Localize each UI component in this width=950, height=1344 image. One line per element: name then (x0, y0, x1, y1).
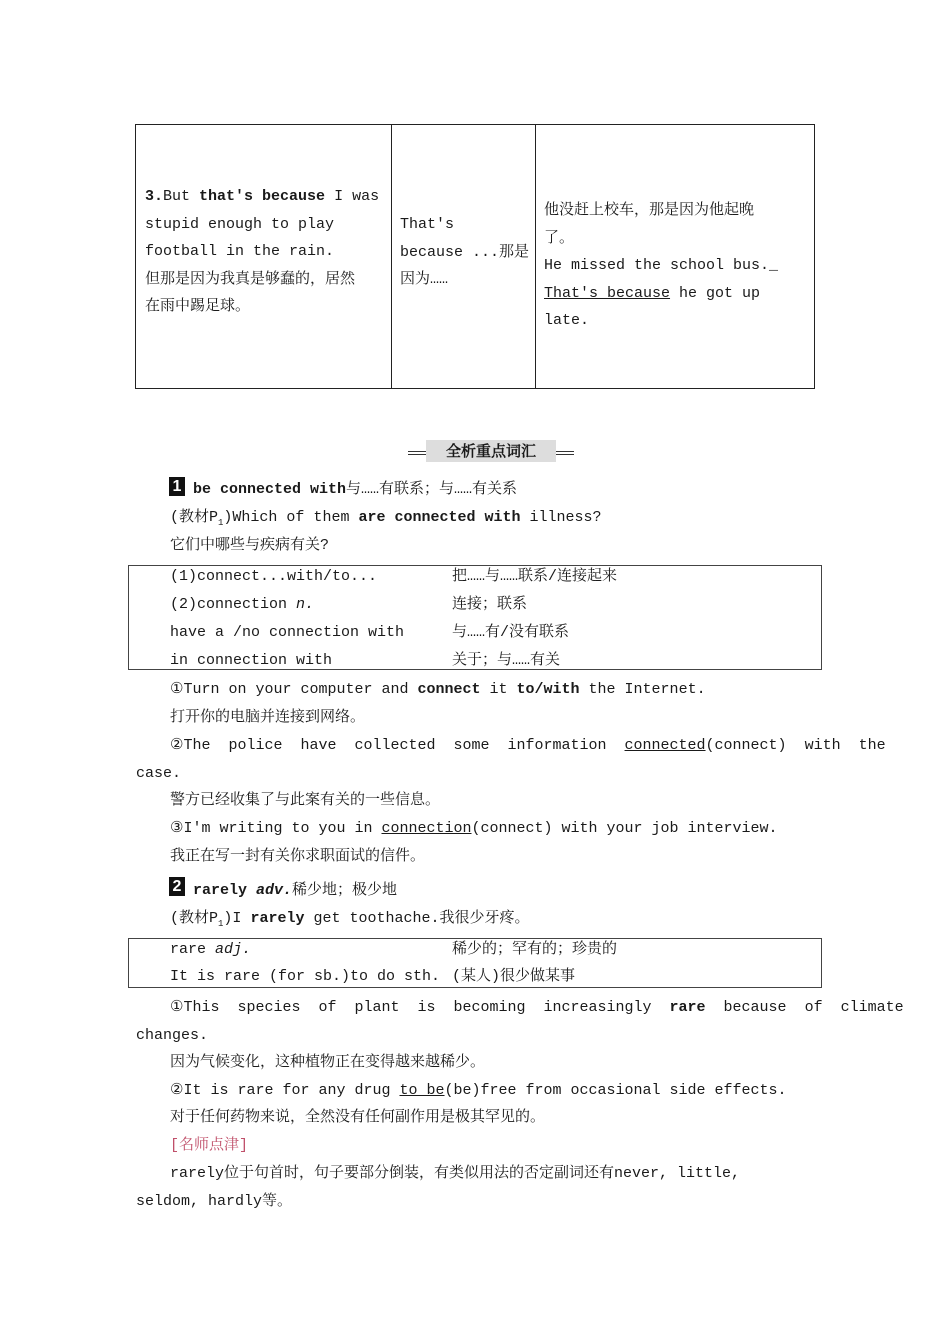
text: I was (325, 188, 380, 205)
usage-zh: 关于；与……有关 (452, 652, 561, 669)
text: stupid enough to play (145, 215, 335, 233)
table-cell-phrase (400, 211, 530, 294)
text: 因为…… (400, 271, 449, 288)
item-number: 3. (145, 188, 164, 205)
usage-zh: (某人)很少做某事 (452, 968, 576, 985)
translation: 我正在写一封有关你求职面试的信件。 (170, 848, 426, 865)
translation: 对于任何药物来说，全然没有任何副作用是极其罕见的。 (170, 1109, 546, 1126)
translation: 警方已经收集了与此案有关的一些信息。 (170, 792, 441, 809)
text: (教材P (170, 910, 219, 927)
text: ①Turn on your computer and (170, 681, 418, 698)
translation: 因为气候变化，这种植物正在变得越来越稀少。 (170, 1054, 486, 1071)
usage-zh: 与……有/没有联系 (452, 624, 570, 641)
vocab-heading (193, 480, 517, 500)
text: illness? (520, 509, 602, 526)
example-sentence (170, 680, 706, 700)
text: ②It is rare for any drug (170, 1082, 400, 1099)
page-number: 1 (218, 518, 224, 528)
text: He missed the school bus._ (544, 257, 779, 274)
translation: 打开你的电脑并连接到网络。 (170, 709, 366, 726)
example-sentence (170, 736, 886, 756)
usage-en (170, 940, 251, 960)
usage-table (128, 565, 822, 670)
answer-blank: connection (381, 820, 472, 837)
example-sentence (170, 819, 778, 839)
text: That's (400, 216, 455, 233)
key-word: rare (669, 999, 706, 1016)
text: get toothache.我很少牙疼。 (304, 910, 530, 927)
example-sentence (170, 1081, 787, 1101)
table-divider (535, 125, 536, 388)
key-word: rarely (250, 910, 305, 927)
vocab-phrase: be connected with (193, 481, 347, 498)
usage-en: It is rare (for sb.)to do sth. (170, 968, 441, 985)
teacher-tip-label: [名师点津] (170, 1137, 249, 1154)
usage-en (170, 595, 314, 615)
table-cell-example (544, 197, 812, 335)
key-word: connect (417, 681, 481, 698)
translation: 它们中哪些与疾病有关? (170, 537, 330, 554)
table-cell-sentence (145, 183, 385, 321)
text: it (480, 681, 517, 698)
tip-text: seldom, hardly等。 (136, 1193, 293, 1210)
text: 在雨中踢足球。 (145, 298, 251, 315)
usage-zh: 稀少的；罕有的；珍贵的 (452, 941, 618, 958)
text: the Internet. (579, 681, 706, 698)
key-word: to/with (516, 681, 580, 698)
section-title: 全析重点词汇 (426, 440, 556, 462)
example-table (135, 124, 815, 389)
page-number: 1 (218, 919, 224, 929)
vocab-meaning: 与……有联系；与……有关系 (346, 481, 518, 498)
item-number-badge: 2 (169, 877, 185, 896)
text: (教材P (170, 509, 219, 526)
usage-en: in connection with (170, 652, 333, 669)
vocab-heading (193, 881, 397, 901)
tip-text: rarely位于句首时，句子要部分倒装，有类似用法的否定副词还有never, little, (170, 1165, 741, 1182)
example-sentence (170, 998, 904, 1018)
usage-en: (1)connect...with/to... (170, 568, 378, 585)
text: football in the rain. (145, 243, 335, 260)
textbook-source (170, 909, 529, 934)
usage-en: have a /no connection with (170, 624, 405, 641)
text: changes. (136, 1027, 209, 1044)
answer-blank: That's because (544, 284, 671, 302)
part-of-speech: n. (296, 596, 315, 613)
text: 但那是因为我真是够蠢的，居然 (145, 270, 356, 288)
text: because ...那是 (400, 243, 530, 261)
part-of-speech: adv. (256, 882, 293, 899)
usage-zh: 连接；联系 (452, 596, 528, 613)
key-phrase: are connected with (358, 509, 521, 526)
text: rare (170, 941, 216, 958)
text: ②The police have collected some information (170, 737, 625, 754)
text: (connect) with the (705, 737, 886, 754)
textbook-source (170, 508, 602, 533)
text: he got up late. (544, 284, 761, 329)
answer-blank: connected (624, 737, 706, 754)
text: )Which of them (223, 509, 359, 526)
vocab-word: rarely (193, 882, 257, 899)
vocab-meaning: 稀少地；极少地 (292, 882, 398, 899)
item-number-badge: 1 (169, 477, 185, 496)
usage-zh: 把……与……联系/连接起来 (452, 568, 618, 585)
section-banner (408, 440, 574, 464)
text: 他没赶上校车，那是因为他起晚 (544, 202, 755, 219)
text: (2)connection (170, 596, 297, 613)
text: (connect) with your job interview. (471, 820, 778, 837)
key-phrase: that's because (199, 188, 326, 205)
text: case. (136, 765, 182, 782)
text: ①This species of plant is becoming increasingly (170, 999, 670, 1016)
text: because of climate (705, 999, 904, 1016)
text: 了。 (544, 229, 575, 247)
text: )I (223, 910, 251, 927)
answer-blank: to be (399, 1082, 445, 1099)
usage-table (128, 938, 822, 988)
part-of-speech: adj. (215, 941, 252, 958)
table-divider (391, 125, 392, 388)
text: ③I'm writing to you in (170, 820, 382, 837)
text: (be)free from occasional side effects. (444, 1082, 787, 1099)
text: But (163, 188, 200, 205)
